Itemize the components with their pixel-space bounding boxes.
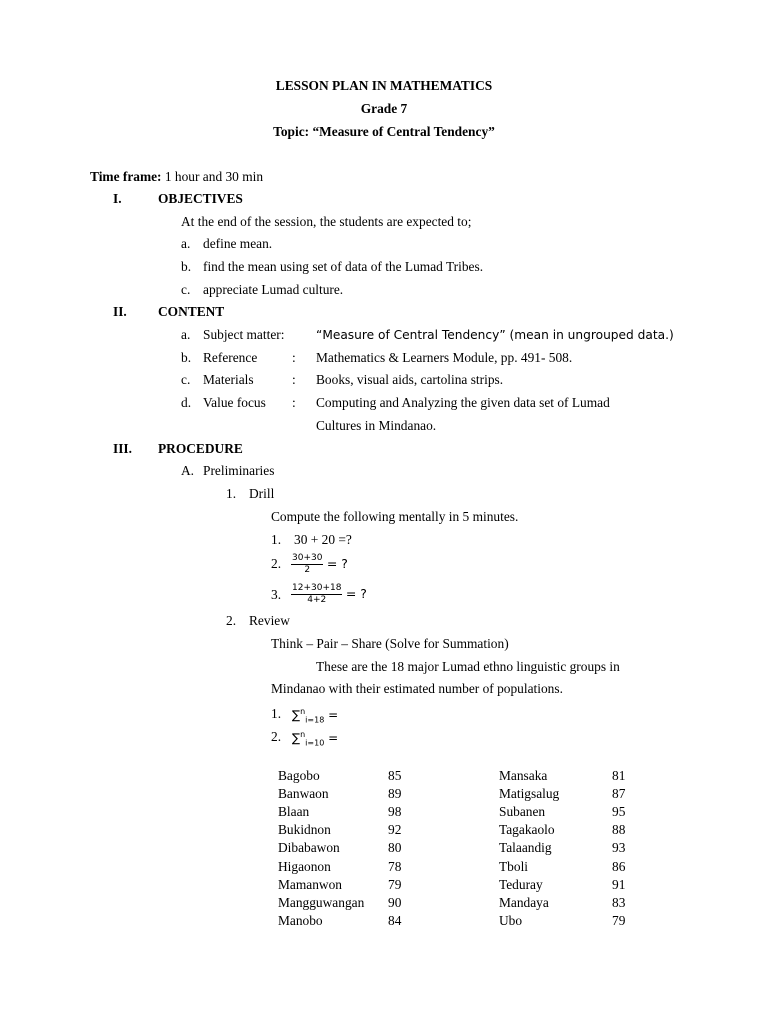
topic-label: Topic: “Measure of Central Tendency” bbox=[273, 124, 495, 139]
drill-intro: Compute the following mentally in 5 minutes. bbox=[271, 509, 519, 524]
tribe-name: Tboli bbox=[499, 859, 529, 874]
sigma-symbol: ∑ bbox=[292, 708, 301, 722]
fraction-denominator: 4+2 bbox=[307, 595, 327, 606]
tribe-population: 86 bbox=[612, 859, 626, 874]
subsection-letter: A. bbox=[181, 463, 195, 478]
drill-fraction-question bbox=[291, 551, 348, 577]
fraction-numerator: 12+30+18 bbox=[292, 583, 342, 594]
list-letter: d. bbox=[181, 395, 192, 410]
equals-sign: = bbox=[324, 731, 339, 745]
tribe-population: 80 bbox=[388, 840, 402, 855]
equals-question: = ? bbox=[326, 556, 348, 571]
section-number: II. bbox=[113, 304, 127, 319]
section-title-content: CONTENT bbox=[158, 304, 225, 319]
content-value-continued: Cultures in Mindanao. bbox=[316, 418, 437, 433]
fraction-denominator: 2 bbox=[304, 565, 311, 576]
tribe-population: 81 bbox=[612, 768, 626, 783]
tribe-population: 90 bbox=[388, 895, 402, 910]
tribe-population: 93 bbox=[612, 840, 626, 855]
tribe-name: Higaonon bbox=[278, 859, 331, 874]
time-frame bbox=[90, 169, 263, 185]
equals-question: = ? bbox=[345, 586, 367, 601]
time-frame-label: Time frame: bbox=[90, 169, 162, 184]
tribe-name: Banwaon bbox=[278, 786, 329, 801]
tribe-population: 91 bbox=[612, 877, 626, 892]
content-label: Reference bbox=[203, 350, 258, 365]
tribe-name: Talaandig bbox=[499, 840, 552, 855]
tribe-name: Ubo bbox=[499, 913, 523, 928]
tribe-name: Mansaka bbox=[499, 768, 548, 783]
review-title: Review bbox=[249, 613, 290, 628]
summation-expression bbox=[292, 704, 338, 728]
review-paragraph: These are the 18 major Lumad ethno linguistic groups in bbox=[316, 659, 620, 674]
section-title-objectives: OBJECTIVES bbox=[158, 191, 243, 206]
objectives-intro: At the end of the session, the students are expected to; bbox=[181, 214, 472, 229]
tribe-name: Bagobo bbox=[278, 768, 320, 783]
content-value: Books, visual aids, cartolina strips. bbox=[316, 372, 504, 387]
section-number: I. bbox=[113, 191, 122, 206]
tribe-population: 83 bbox=[612, 895, 626, 910]
sigma-symbol: ∑ bbox=[292, 731, 301, 745]
list-number: 2. bbox=[226, 613, 237, 628]
tribe-name: Manobo bbox=[278, 913, 323, 928]
tribe-name: Subanen bbox=[499, 804, 546, 819]
content-value: Computing and Analyzing the given data set of Lumad bbox=[316, 395, 610, 410]
tribe-name: Mamanwon bbox=[278, 877, 342, 892]
content-value: Mathematics & Learners Module, pp. 491- 508. bbox=[316, 350, 573, 365]
document-title: LESSON PLAN IN MATHEMATICS bbox=[275, 78, 493, 93]
tribe-name: Teduray bbox=[499, 877, 543, 892]
list-letter: a. bbox=[181, 236, 191, 251]
fraction-numerator: 30+30 bbox=[292, 553, 323, 564]
tribe-population: 79 bbox=[612, 913, 626, 928]
tribe-population: 78 bbox=[388, 859, 402, 874]
tribe-name: Mangguwangan bbox=[278, 895, 365, 910]
tribe-population: 79 bbox=[388, 877, 402, 892]
tribe-population: 98 bbox=[388, 804, 402, 819]
tribe-name: Bukidnon bbox=[278, 822, 331, 837]
tribe-population: 95 bbox=[612, 804, 626, 819]
list-number: 3. bbox=[271, 587, 282, 602]
tribe-population: 84 bbox=[388, 913, 402, 928]
content-value: “Measure of Central Tendency” (mean in ungrouped data.) bbox=[316, 328, 674, 342]
grade-label: Grade 7 bbox=[360, 101, 408, 116]
content-colon: : bbox=[292, 372, 296, 387]
list-letter: b. bbox=[181, 350, 192, 365]
list-number: 2. bbox=[271, 729, 282, 744]
tribe-name: Dibabawon bbox=[278, 840, 340, 855]
time-frame-value: 1 hour and 30 min bbox=[161, 169, 264, 184]
objective-item: find the mean using set of data of the Lumad Tribes. bbox=[203, 259, 484, 274]
objective-item: define mean. bbox=[203, 236, 273, 251]
fraction bbox=[291, 583, 342, 606]
list-number: 2. bbox=[271, 556, 282, 571]
drill-question: 30 + 20 =? bbox=[294, 532, 352, 547]
tribe-name: Blaan bbox=[278, 804, 310, 819]
drill-title: Drill bbox=[249, 486, 275, 501]
content-label: Materials bbox=[203, 372, 254, 387]
list-number: 1. bbox=[226, 486, 237, 501]
tribe-name: Matigsalug bbox=[499, 786, 560, 801]
fraction bbox=[291, 553, 323, 576]
equals-sign: = bbox=[324, 708, 339, 722]
list-letter: c. bbox=[181, 282, 191, 297]
tribe-population: 87 bbox=[612, 786, 626, 801]
list-letter: c. bbox=[181, 372, 191, 387]
subsection-title: Preliminaries bbox=[203, 463, 275, 478]
list-letter: b. bbox=[181, 259, 192, 274]
content-label: Subject matter: bbox=[203, 327, 285, 342]
objective-item: appreciate Lumad culture. bbox=[203, 282, 344, 297]
summation-upper: n bbox=[300, 707, 306, 716]
tribe-population: 88 bbox=[612, 822, 626, 837]
review-activity: Think – Pair – Share (Solve for Summation) bbox=[271, 636, 509, 651]
review-paragraph: Mindanao with their estimated number of populations. bbox=[271, 681, 563, 696]
section-title-procedure: PROCEDURE bbox=[158, 441, 243, 456]
content-colon: : bbox=[292, 350, 296, 365]
tribe-population: 89 bbox=[388, 786, 402, 801]
tribe-population: 85 bbox=[388, 768, 402, 783]
list-number: 1. bbox=[271, 532, 282, 547]
summation-lower: i=10 bbox=[305, 738, 325, 748]
summation-expression bbox=[292, 727, 338, 751]
summation-upper: n bbox=[300, 730, 306, 739]
content-colon: : bbox=[292, 395, 296, 410]
tribe-name: Tagakaolo bbox=[499, 822, 555, 837]
content-label: Value focus bbox=[203, 395, 266, 410]
tribe-population: 92 bbox=[388, 822, 402, 837]
tribe-name: Mandaya bbox=[499, 895, 549, 910]
section-number: III. bbox=[113, 441, 132, 456]
drill-fraction-question bbox=[291, 581, 367, 607]
list-number: 1. bbox=[271, 706, 282, 721]
list-letter: a. bbox=[181, 327, 191, 342]
summation-lower: i=18 bbox=[305, 715, 325, 725]
